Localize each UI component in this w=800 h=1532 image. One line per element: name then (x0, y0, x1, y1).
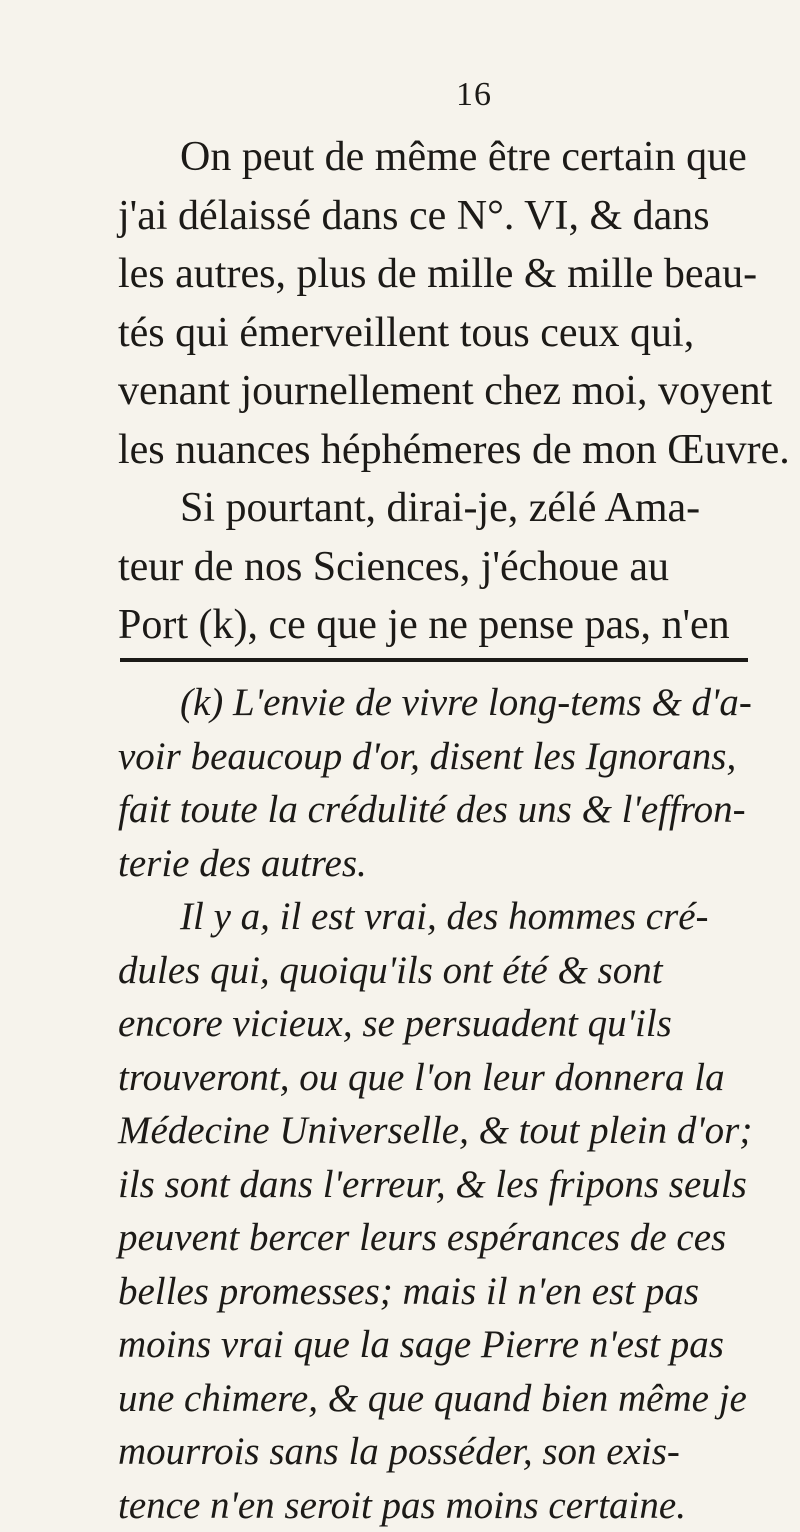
footnote-line: voir beaucoup d'or, disent les Ignorans, (118, 730, 758, 784)
footnote (118, 676, 758, 1532)
footnote-line: moins vrai que la sage Pierre n'est pas (118, 1318, 758, 1372)
text-line: teur de nos Sciences, j'échoue au (118, 538, 758, 597)
footnote-line: encore vicieux, se persuadent qu'ils (118, 997, 758, 1051)
footnote-line: Il y a, il est vrai, des hommes cré- (118, 890, 758, 944)
text-line: j'ai délaissé dans ce N°. VI, & dans (118, 187, 758, 246)
footnote-line: dules qui, quoiqu'ils ont été & sont (118, 944, 758, 998)
footnote-line: fait toute la crédulité des uns & l'effron- (118, 783, 758, 837)
text-line: venant journellement chez moi, voyent (118, 362, 758, 421)
text-line: Si pourtant, dirai-je, zélé Ama- (118, 479, 758, 538)
footnote-line: une chimere, & que quand bien même je (118, 1372, 758, 1426)
text-line: tés qui émerveillent tous ceux qui, (118, 304, 758, 363)
text-line: les autres, plus de mille & mille beau- (118, 245, 758, 304)
text-line: les nuances héphémeres de mon Œuvre. (118, 421, 758, 480)
footnote-line: trouveront, ou que l'on leur donnera la (118, 1051, 758, 1105)
footnote-separator-rule (120, 658, 748, 662)
main-text (118, 128, 758, 655)
text-line: Port (k), ce que je ne pense pas, n'en (118, 596, 758, 655)
footnote-line: (k) L'envie de vivre long-tems & d'a- (118, 676, 758, 730)
footnote-line: ils sont dans l'erreur, & les fripons seuls (118, 1158, 758, 1212)
text-line: On peut de même être certain que (118, 128, 758, 187)
footnote-line: terie des autres. (118, 837, 758, 891)
footnote-line: mourrois sans la posséder, son exis- (118, 1425, 758, 1479)
footnote-line: belles promesses; mais il n'en est pas (118, 1265, 758, 1319)
footnote-line: tence n'en seroit pas moins certaine. (118, 1479, 758, 1532)
footnote-line: peuvent bercer leurs espérances de ces (118, 1211, 758, 1265)
page-number: 16 (456, 76, 492, 114)
footnote-line: Médecine Universelle, & tout plein d'or; (118, 1104, 758, 1158)
